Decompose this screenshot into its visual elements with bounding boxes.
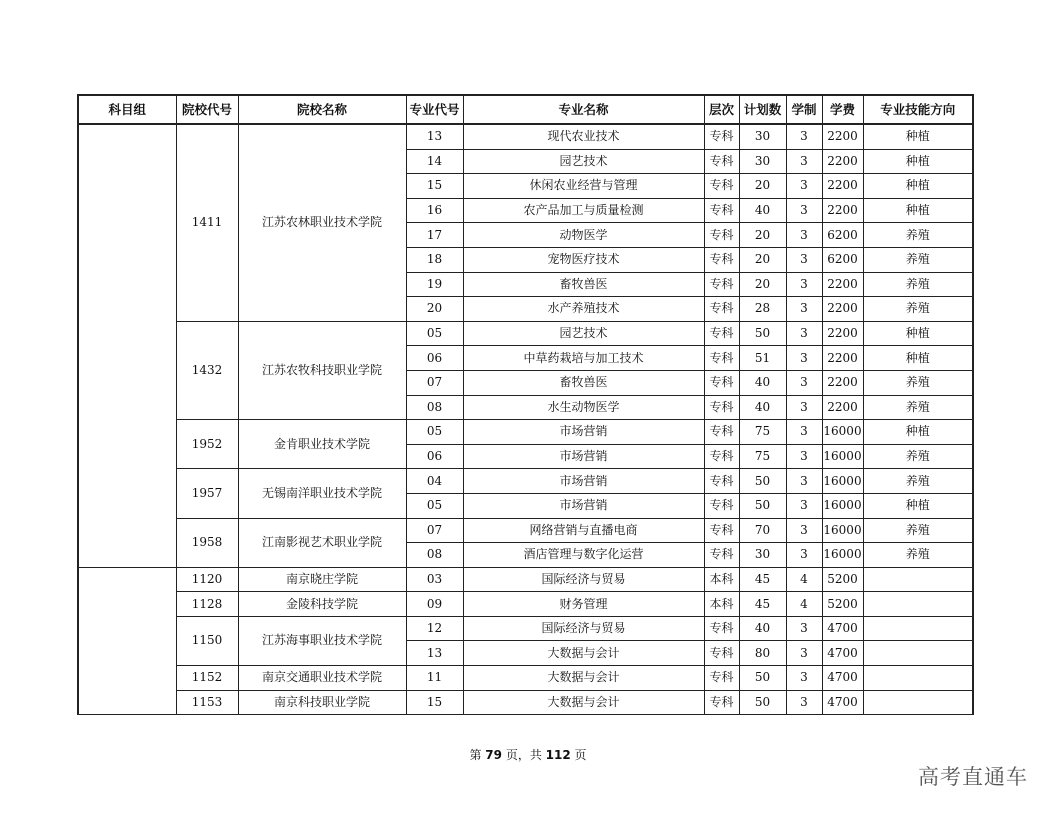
enrollment-plan-table [77, 94, 974, 715]
level-cell: 专科 [704, 395, 739, 420]
skill-direction-cell: 养殖 [863, 297, 973, 322]
tuition-cell: 2200 [822, 198, 863, 223]
tuition-cell: 16000 [822, 518, 863, 543]
school-name-cell: 江南影视艺术职业学院 [238, 518, 406, 567]
plan-count-cell: 45 [739, 592, 786, 617]
level-cell: 专科 [704, 174, 739, 199]
major-name-cell: 休闲农业经营与管理 [463, 174, 704, 199]
tuition-cell: 2200 [822, 124, 863, 149]
major-code-cell: 06 [406, 346, 463, 371]
level-cell: 专科 [704, 666, 739, 691]
header-major-name: 专业名称 [463, 95, 704, 124]
table-row [78, 420, 973, 445]
major-code-cell: 07 [406, 370, 463, 395]
major-code-cell: 18 [406, 247, 463, 272]
years-cell: 3 [786, 543, 822, 568]
plan-count-cell: 50 [739, 469, 786, 494]
footer-suffix: 页 [570, 748, 587, 762]
tuition-cell: 2200 [822, 370, 863, 395]
major-code-cell: 13 [406, 641, 463, 666]
plan-count-cell: 51 [739, 346, 786, 371]
tuition-cell: 4700 [822, 690, 863, 715]
header-years: 学制 [786, 95, 822, 124]
skill-direction-cell: 养殖 [863, 247, 973, 272]
table-header-row [78, 95, 973, 124]
skill-direction-cell: 种植 [863, 420, 973, 445]
years-cell: 3 [786, 272, 822, 297]
tuition-cell: 6200 [822, 247, 863, 272]
major-code-cell: 19 [406, 272, 463, 297]
page-footer [0, 746, 1056, 763]
plan-count-cell: 20 [739, 223, 786, 248]
years-cell: 3 [786, 420, 822, 445]
major-name-cell: 市场营销 [463, 444, 704, 469]
major-code-cell: 04 [406, 469, 463, 494]
level-cell: 本科 [704, 567, 739, 592]
major-name-cell: 园艺技术 [463, 321, 704, 346]
skill-direction-cell [863, 616, 973, 641]
tuition-cell: 2200 [822, 321, 863, 346]
years-cell: 3 [786, 321, 822, 346]
skill-direction-cell: 种植 [863, 321, 973, 346]
skill-direction-cell: 养殖 [863, 518, 973, 543]
table-row [78, 518, 973, 543]
skill-direction-cell: 种植 [863, 149, 973, 174]
watermark: 高考直通车 [918, 765, 1028, 789]
footer-prefix: 第 [469, 748, 486, 762]
plan-count-cell: 20 [739, 247, 786, 272]
major-name-cell: 中草药栽培与加工技术 [463, 346, 704, 371]
table-row [78, 592, 973, 617]
level-cell: 专科 [704, 198, 739, 223]
major-name-cell: 畜牧兽医 [463, 370, 704, 395]
school-code-cell: 1952 [176, 420, 238, 469]
years-cell: 3 [786, 223, 822, 248]
skill-direction-cell: 养殖 [863, 395, 973, 420]
header-plan-count: 计划数 [739, 95, 786, 124]
tuition-cell: 16000 [822, 420, 863, 445]
plan-count-cell: 70 [739, 518, 786, 543]
level-cell: 专科 [704, 616, 739, 641]
school-name-cell: 江苏农林职业技术学院 [238, 124, 406, 321]
level-cell: 专科 [704, 297, 739, 322]
school-code-cell: 1120 [176, 567, 238, 592]
school-name-cell: 江苏农牧科技职业学院 [238, 321, 406, 419]
years-cell: 3 [786, 297, 822, 322]
subject-group-cell [78, 124, 176, 567]
plan-count-cell: 40 [739, 616, 786, 641]
skill-direction-cell [863, 641, 973, 666]
years-cell: 3 [786, 198, 822, 223]
major-name-cell: 畜牧兽医 [463, 272, 704, 297]
tuition-cell: 4700 [822, 641, 863, 666]
major-code-cell: 05 [406, 493, 463, 518]
skill-direction-cell: 养殖 [863, 444, 973, 469]
tuition-cell: 16000 [822, 493, 863, 518]
skill-direction-cell: 种植 [863, 198, 973, 223]
school-name-cell: 南京科技职业学院 [238, 690, 406, 715]
skill-direction-cell: 养殖 [863, 543, 973, 568]
level-cell: 专科 [704, 420, 739, 445]
skill-direction-cell [863, 666, 973, 691]
major-name-cell: 市场营销 [463, 469, 704, 494]
years-cell: 3 [786, 444, 822, 469]
plan-count-cell: 30 [739, 124, 786, 149]
major-code-cell: 13 [406, 124, 463, 149]
header-level: 层次 [704, 95, 739, 124]
header-subject-group: 科目组 [78, 95, 176, 124]
tuition-cell: 2200 [822, 395, 863, 420]
years-cell: 3 [786, 370, 822, 395]
header-school-code: 院校代号 [176, 95, 238, 124]
tuition-cell: 16000 [822, 444, 863, 469]
tuition-cell: 4700 [822, 616, 863, 641]
years-cell: 3 [786, 666, 822, 691]
footer-mid: 页，共 [502, 748, 546, 762]
plan-count-cell: 40 [739, 370, 786, 395]
years-cell: 3 [786, 518, 822, 543]
plan-count-cell: 80 [739, 641, 786, 666]
level-cell: 专科 [704, 493, 739, 518]
major-name-cell: 大数据与会计 [463, 666, 704, 691]
school-name-cell: 南京交通职业技术学院 [238, 666, 406, 691]
major-name-cell: 农产品加工与质量检测 [463, 198, 704, 223]
school-name-cell: 金陵科技学院 [238, 592, 406, 617]
table-row [78, 666, 973, 691]
tuition-cell: 5200 [822, 592, 863, 617]
level-cell: 专科 [704, 247, 739, 272]
skill-direction-cell: 养殖 [863, 272, 973, 297]
major-code-cell: 14 [406, 149, 463, 174]
years-cell: 3 [786, 124, 822, 149]
school-code-cell: 1957 [176, 469, 238, 518]
years-cell: 3 [786, 493, 822, 518]
header-tuition: 学费 [822, 95, 863, 124]
level-cell: 专科 [704, 149, 739, 174]
school-name-cell: 江苏海事职业技术学院 [238, 616, 406, 665]
plan-count-cell: 40 [739, 198, 786, 223]
major-code-cell: 16 [406, 198, 463, 223]
table-row [78, 616, 973, 641]
table-body [78, 124, 973, 715]
plan-count-cell: 20 [739, 272, 786, 297]
major-name-cell: 国际经济与贸易 [463, 567, 704, 592]
header-skill-direction: 专业技能方向 [863, 95, 973, 124]
years-cell: 3 [786, 690, 822, 715]
years-cell: 4 [786, 592, 822, 617]
skill-direction-cell: 养殖 [863, 223, 973, 248]
level-cell: 专科 [704, 543, 739, 568]
major-name-cell: 水生动物医学 [463, 395, 704, 420]
years-cell: 4 [786, 567, 822, 592]
major-code-cell: 12 [406, 616, 463, 641]
level-cell: 专科 [704, 690, 739, 715]
skill-direction-cell: 种植 [863, 346, 973, 371]
plan-count-cell: 40 [739, 395, 786, 420]
major-code-cell: 11 [406, 666, 463, 691]
years-cell: 3 [786, 395, 822, 420]
years-cell: 3 [786, 641, 822, 666]
years-cell: 3 [786, 247, 822, 272]
level-cell: 专科 [704, 370, 739, 395]
level-cell: 专科 [704, 641, 739, 666]
school-name-cell: 南京晓庄学院 [238, 567, 406, 592]
tuition-cell: 5200 [822, 567, 863, 592]
tuition-cell: 4700 [822, 666, 863, 691]
level-cell: 专科 [704, 444, 739, 469]
tuition-cell: 2200 [822, 149, 863, 174]
plan-count-cell: 20 [739, 174, 786, 199]
major-name-cell: 大数据与会计 [463, 641, 704, 666]
skill-direction-cell [863, 567, 973, 592]
level-cell: 专科 [704, 272, 739, 297]
major-code-cell: 03 [406, 567, 463, 592]
major-name-cell: 市场营销 [463, 493, 704, 518]
major-code-cell: 09 [406, 592, 463, 617]
header-school-name: 院校名称 [238, 95, 406, 124]
major-code-cell: 07 [406, 518, 463, 543]
school-code-cell: 1411 [176, 124, 238, 321]
major-name-cell: 市场营销 [463, 420, 704, 445]
skill-direction-cell: 养殖 [863, 469, 973, 494]
skill-direction-cell [863, 592, 973, 617]
major-code-cell: 08 [406, 395, 463, 420]
plan-count-cell: 50 [739, 321, 786, 346]
major-code-cell: 06 [406, 444, 463, 469]
major-name-cell: 酒店管理与数字化运营 [463, 543, 704, 568]
footer-total-pages: 112 [545, 748, 571, 762]
plan-count-cell: 50 [739, 690, 786, 715]
major-name-cell: 国际经济与贸易 [463, 616, 704, 641]
years-cell: 3 [786, 174, 822, 199]
skill-direction-cell: 种植 [863, 124, 973, 149]
skill-direction-cell [863, 690, 973, 715]
school-code-cell: 1152 [176, 666, 238, 691]
skill-direction-cell: 种植 [863, 174, 973, 199]
subject-group-cell [78, 567, 176, 715]
tuition-cell: 6200 [822, 223, 863, 248]
major-name-cell: 园艺技术 [463, 149, 704, 174]
major-code-cell: 15 [406, 174, 463, 199]
major-code-cell: 20 [406, 297, 463, 322]
tuition-cell: 2200 [822, 174, 863, 199]
school-code-cell: 1958 [176, 518, 238, 567]
table-row [78, 567, 973, 592]
school-code-cell: 1150 [176, 616, 238, 665]
plan-count-cell: 50 [739, 666, 786, 691]
school-code-cell: 1128 [176, 592, 238, 617]
school-name-cell: 金肯职业技术学院 [238, 420, 406, 469]
plan-count-cell: 75 [739, 420, 786, 445]
major-name-cell: 网络营销与直播电商 [463, 518, 704, 543]
tuition-cell: 16000 [822, 469, 863, 494]
footer-page-number: 79 [485, 748, 502, 762]
major-code-cell: 08 [406, 543, 463, 568]
major-name-cell: 动物医学 [463, 223, 704, 248]
years-cell: 3 [786, 616, 822, 641]
major-name-cell: 财务管理 [463, 592, 704, 617]
level-cell: 专科 [704, 469, 739, 494]
major-code-cell: 05 [406, 321, 463, 346]
table-row [78, 321, 973, 346]
school-code-cell: 1432 [176, 321, 238, 419]
skill-direction-cell: 种植 [863, 493, 973, 518]
level-cell: 专科 [704, 321, 739, 346]
plan-count-cell: 30 [739, 149, 786, 174]
tuition-cell: 2200 [822, 272, 863, 297]
major-code-cell: 15 [406, 690, 463, 715]
plan-count-cell: 45 [739, 567, 786, 592]
tuition-cell: 2200 [822, 346, 863, 371]
school-name-cell: 无锡南洋职业技术学院 [238, 469, 406, 518]
years-cell: 3 [786, 346, 822, 371]
table-row [78, 469, 973, 494]
level-cell: 专科 [704, 346, 739, 371]
level-cell: 专科 [704, 124, 739, 149]
tuition-cell: 2200 [822, 297, 863, 322]
table-row [78, 690, 973, 715]
major-name-cell: 水产养殖技术 [463, 297, 704, 322]
table-row [78, 124, 973, 149]
plan-count-cell: 50 [739, 493, 786, 518]
years-cell: 3 [786, 149, 822, 174]
major-name-cell: 大数据与会计 [463, 690, 704, 715]
skill-direction-cell: 养殖 [863, 370, 973, 395]
plan-count-cell: 28 [739, 297, 786, 322]
major-name-cell: 宠物医疗技术 [463, 247, 704, 272]
school-code-cell: 1153 [176, 690, 238, 715]
years-cell: 3 [786, 469, 822, 494]
major-code-cell: 17 [406, 223, 463, 248]
major-name-cell: 现代农业技术 [463, 124, 704, 149]
major-code-cell: 05 [406, 420, 463, 445]
level-cell: 本科 [704, 592, 739, 617]
plan-count-cell: 30 [739, 543, 786, 568]
level-cell: 专科 [704, 518, 739, 543]
header-major-code: 专业代号 [406, 95, 463, 124]
tuition-cell: 16000 [822, 543, 863, 568]
level-cell: 专科 [704, 223, 739, 248]
plan-count-cell: 75 [739, 444, 786, 469]
